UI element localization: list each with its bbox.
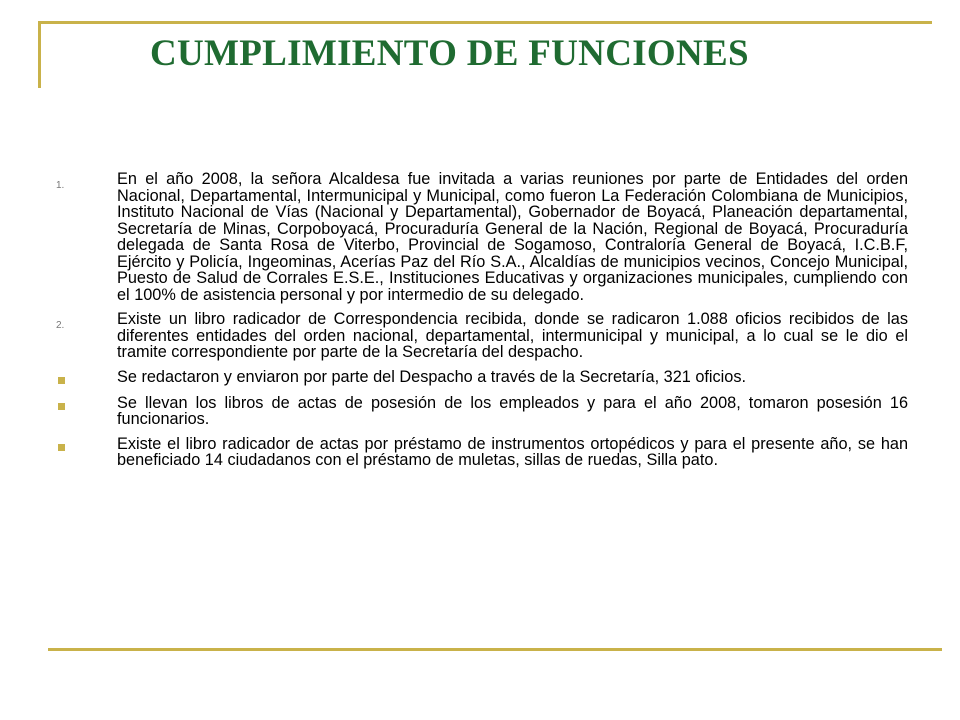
slide-title: CUMPLIMIENTO DE FUNCIONES <box>150 33 749 74</box>
list-item <box>56 369 908 387</box>
list-item-text: Existe el libro radicador de actas por préstamo de instrumentos ortopédicos y para el presente año, se han beneficiado 14 ciudadanos con el préstamo de muletas, sillas de ruedas, Silla pato. <box>117 434 908 469</box>
list-number: 2. <box>56 320 65 331</box>
list-item <box>56 171 908 303</box>
list-item-text: Se redactaron y enviaron por parte del Despacho a través de la Secretaría, 321 oficios. <box>117 367 746 386</box>
content-list <box>56 171 908 477</box>
list-item-text: Se llevan los libros de actas de posesión de los empleados y para el año 2008, tomaron posesión 16 funcionarios. <box>117 393 908 428</box>
top-border-line <box>38 21 932 24</box>
list-number: 1. <box>56 180 65 191</box>
list-item <box>56 395 908 428</box>
left-border-line <box>38 21 41 88</box>
list-item <box>56 436 908 469</box>
list-item <box>56 311 908 361</box>
list-item-text: En el año 2008, la señora Alcaldesa fue invitada a varias reuniones por parte de Entidades del orden Nacional, Departamental, Intermunicipal y Municipal, como fueron La Federación Colombiana de Municipios, Instituto Nacional de Vías (Nacional y Departamental), Gobernador de Boyacá, Planeación departamental, Secretaría de Minas, Corpoboyacá, Procuraduría General de la Nación, Regional de Boyacá, Procuraduría delegada de Santa Rosa de Viterbo, Provincial de Sogamoso, Contraloría General de Boyacá, I.C.B.F, Ejército y Policía, Ingeominas, Acerías Paz del Río S.A., Alcaldías de municipios vecinos, Concejo Municipal, Puesto de Salud de Corrales E.S.E., Instituciones Educativas y organizaciones municipales, cumpliendo con el 100% de asistencia personal y por intermedio de su delegado. <box>117 170 908 304</box>
bottom-border-line <box>48 648 942 651</box>
square-bullet-icon <box>56 369 117 387</box>
square-bullet-icon <box>56 395 117 413</box>
list-item-text: Existe un libro radicador de Correspondencia recibida, donde se radicaron 1.088 oficios recibidos de las diferentes entidades del orden nacional, departamental, intermunicipal y municipal, a lo cual se le dio el tramite correspondiente por parte de la Secretaría del despacho. <box>117 310 908 361</box>
square-bullet-icon <box>56 436 117 454</box>
